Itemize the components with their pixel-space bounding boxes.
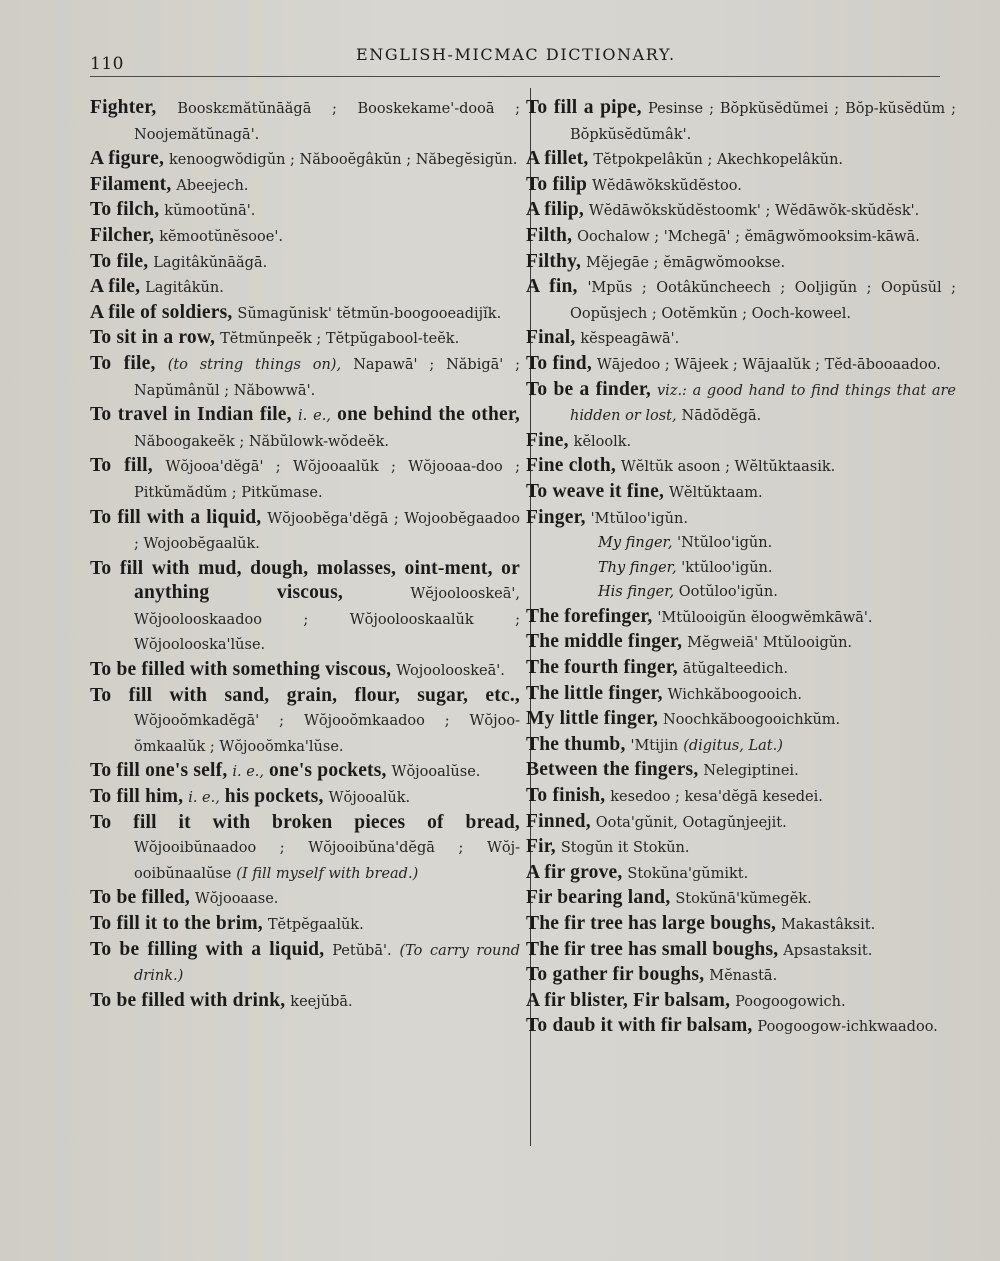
translation-note: (I fill myself with bread.) (236, 865, 419, 882)
headword: The fourth finger, (526, 657, 678, 679)
translation-note: (digitus, Lat.) (683, 737, 783, 754)
micmac-translation: Stokŭnā'kŭmegĕk. (675, 891, 812, 908)
headword: The fir tree has small boughs, (526, 938, 779, 960)
micmac-translation: Napawā' ; Năbigā' ; Napŭmânŭl ; Năbowwā'. (134, 356, 520, 399)
micmac-translation: Mĕnastā. (709, 968, 778, 985)
micmac-translation: Sŭmagŭnisk' tĕtmŭn-boogooeadijĭk. (237, 305, 502, 322)
headword: A fin, (526, 276, 578, 298)
micmac-translation: Wŏjoobĕga'dĕgā ; Wojoobĕgaadoo ; Wojoobĕgaalŭk. (134, 510, 520, 553)
headword: Finned, (526, 810, 591, 832)
dictionary-entry (526, 682, 956, 708)
usage-note: (to string things on), (167, 356, 342, 373)
dictionary-entry (526, 224, 956, 250)
headword: Filthy, (526, 250, 582, 272)
dictionary-entry (526, 326, 956, 352)
dictionary-entry (90, 454, 520, 505)
headword: To be filling with a liquid, (90, 938, 325, 960)
header-rule (90, 76, 940, 77)
headword-continued: one behind the other, (337, 404, 520, 426)
dictionary-entry (90, 147, 520, 173)
micmac-translation: kĕmootŭnĕsooe'. (159, 228, 283, 245)
headword: Fighter, (90, 97, 157, 118)
headword: The middle finger, (526, 631, 683, 653)
dictionary-entry (526, 173, 956, 199)
micmac-translation: Tĕtpĕgaalŭk. (267, 917, 364, 933)
headword: To weave it fine, (526, 480, 665, 502)
micmac-translation: Pesinse ; Bŏpkŭsĕdŭmei ; Bŏp-kŭsĕdŭm ; Bŏpkŭsĕdŭmâk'. (570, 101, 956, 143)
headword: A fillet, (526, 148, 589, 170)
micmac-translation: 'Mtijin (630, 737, 679, 754)
micmac-translation: 'Ntŭloo'igŭn. (677, 535, 773, 552)
headword: Filth, (526, 224, 573, 246)
headword-continued: his pockets, (224, 786, 324, 808)
micmac-translation: Wojoolooskeā'. (396, 663, 505, 680)
headword: Filcher, (90, 224, 155, 246)
micmac-translation: Nādŏdĕgā. (681, 408, 762, 425)
headword: To fill one's self, (90, 760, 228, 782)
sub-entry (526, 556, 956, 581)
headword: A file of soldiers, (90, 301, 233, 323)
micmac-translation: Ootŭloo'igŭn. (678, 584, 778, 601)
headword: To fill a pipe, (526, 97, 642, 118)
sub-entry-label: Thy finger, (598, 559, 677, 576)
dictionary-entry (526, 429, 956, 455)
headword: To file, (90, 250, 149, 272)
dictionary-entry (90, 811, 520, 887)
micmac-translation: ātŭgalteedich. (682, 661, 789, 678)
micmac-translation: Oota'gŭnit, Ootagŭnjeejit. (595, 814, 787, 831)
dictionary-entry (90, 557, 520, 658)
dictionary-entry (90, 403, 520, 454)
headword: To fill it with broken pieces of bread, (90, 811, 520, 833)
headword: To fill, (90, 455, 153, 477)
headword: To fill with a liquid, (90, 506, 262, 528)
micmac-translation: 'Mpŭs ; Ootâkŭncheech ; Ooljigŭn ; Oopŭsŭl ; Oopŭsjech ; Ootĕmkŭn ; Ooch-koweel. (570, 280, 956, 322)
dictionary-entry (90, 198, 520, 224)
page-number: 110 (90, 54, 124, 74)
micmac-translation: Mĕgweiā' Mtŭlooigŭn. (687, 635, 853, 652)
dictionary-entry (526, 96, 956, 147)
dictionary-entry (526, 605, 956, 631)
dictionary-entry (526, 963, 956, 989)
dictionary-entry (90, 506, 520, 557)
headword: Final, (526, 327, 576, 349)
headword: To gather fir boughs, (526, 964, 705, 986)
headword: To file, (90, 352, 156, 374)
dictionary-entry (526, 378, 956, 429)
headword: Between the fingers, (526, 759, 699, 781)
micmac-translation: kĕloolk. (573, 433, 632, 450)
headword: To be filled, (90, 887, 190, 909)
micmac-translation: Wichkăboogooich. (667, 686, 802, 703)
micmac-translation: kŭmootŭnā'. (164, 203, 256, 220)
headword: To fill him, (90, 786, 184, 808)
headword: To filch, (90, 199, 160, 221)
micmac-translation: kesedoo ; kesa'dĕgā kesedei. (610, 789, 823, 806)
headword: To fill with mud, dough, molasses, oint-ment, or anything viscous, (90, 557, 520, 604)
micmac-translation: Lagitâkŭn. (145, 280, 224, 297)
usage-note: i. e., (232, 764, 265, 781)
headword: A fir grove, (526, 861, 623, 883)
dictionary-entry (90, 224, 520, 250)
dictionary-entry (90, 275, 520, 301)
dictionary-entry (526, 506, 956, 532)
dictionary-entry (526, 1014, 956, 1040)
micmac-translation: Stokŭna'gŭmikt. (627, 865, 749, 882)
micmac-translation: Petŭbā'. (332, 942, 392, 959)
sub-entry-label: My finger, (598, 535, 673, 552)
dictionary-entry (526, 352, 956, 378)
micmac-translation: kĕspeagāwā'. (580, 331, 680, 348)
headword: A fir blister, Fir balsam, (526, 989, 731, 1011)
dictionary-entry (90, 938, 520, 989)
usage-note: viz.: a good hand to find things that are hidden or lost, (570, 382, 956, 425)
headword: Filament, (90, 173, 172, 195)
headword: To fill it to the brim, (90, 913, 263, 934)
dictionary-entry (526, 733, 956, 759)
micmac-translation: Wŏjooaase. (194, 891, 279, 908)
headword: To be a finder, (526, 378, 651, 400)
dictionary-entry (90, 912, 520, 938)
left-column (90, 96, 520, 1014)
headword: The thumb, (526, 733, 626, 755)
dictionary-entry (526, 630, 956, 656)
dictionary-entry (526, 912, 956, 938)
headword: To filip (526, 173, 588, 195)
dictionary-entry (90, 173, 520, 199)
dictionary-entry (526, 810, 956, 836)
dictionary-entry (90, 886, 520, 912)
headword: A figure, (90, 148, 165, 170)
micmac-translation: 'Mtŭlooigŭn ĕloogwĕmkāwā'. (657, 609, 873, 626)
micmac-translation: Lagitâkŭnāăgā. (153, 254, 268, 271)
headword: A filip, (526, 199, 584, 221)
micmac-translation: 'ktŭloo'igŭn. (681, 559, 773, 576)
headword: To be filled with drink, (90, 989, 286, 1011)
micmac-translation: Wĕjoolooskeā', Wŏjoolooskaadoo ; Wŏjoolooskaalŭk ; Wŏjoolooska'lŭse. (134, 586, 520, 654)
dictionary-entry (90, 96, 520, 147)
headword: To find, (526, 352, 592, 374)
dictionary-entry (526, 656, 956, 682)
micmac-translation: Năboogakeĕk ; Năbŭlowk-wŏdeĕk. (134, 433, 389, 450)
dictionary-entry (526, 938, 956, 964)
headword: Fir bearing land, (526, 887, 671, 909)
dictionary-entry (526, 275, 956, 326)
micmac-translation: Nelegiptinei. (703, 763, 799, 780)
micmac-translation: Oochalow ; 'Mchegā' ; ĕmāgwŏmooksim-kāwā. (577, 228, 920, 245)
micmac-translation: Wĕltŭktaam. (669, 484, 763, 501)
micmac-translation: Booskɛmătŭnāăgā ; Booskekame'-dooā ; Noojemătŭnagā'. (134, 101, 520, 143)
micmac-translation: Stogŭn it Stokŭn. (560, 840, 690, 857)
dictionary-entry (90, 989, 520, 1015)
micmac-translation: Wŏjooibŭnaadoo ; Wŏjooibŭna'dĕgā ; Wŏj-ooibŭnaalŭse (134, 840, 520, 882)
micmac-translation: Wĕdāwŏkskŭdĕstoo. (591, 177, 742, 194)
dictionary-entry (90, 785, 520, 811)
dictionary-entry (526, 250, 956, 276)
headword: Fine, (526, 429, 569, 451)
headword: My little finger, (526, 708, 659, 730)
micmac-translation: Wŏjooŏmkadĕgā' ; Wŏjooŏmkaadoo ; Wŏjoo-ŏmkaalŭk ; Wŏjooŏmka'lŭse. (134, 713, 520, 755)
micmac-translation: Wĕdāwŏkskŭdĕstoomk' ; Wĕdāwŏk-skŭdĕsk'. (588, 203, 920, 220)
dictionary-entry (526, 835, 956, 861)
dictionary-entry (90, 352, 520, 403)
headword: To sit in a row, (90, 327, 216, 349)
headword: To daub it with fir balsam, (526, 1015, 753, 1037)
micmac-translation: 'Mtŭloo'igŭn. (590, 510, 688, 527)
micmac-translation: Tĕtmŭnpeĕk ; Tĕtpŭgabool-teĕk. (220, 331, 460, 348)
dictionary-entry (90, 250, 520, 276)
micmac-translation: Wŏjooalŭk. (328, 790, 411, 807)
sub-entry (526, 580, 956, 605)
headword: The little finger, (526, 682, 663, 704)
headword: The fir tree has large boughs, (526, 913, 777, 934)
dictionary-entry (526, 480, 956, 506)
dictionary-entry (526, 454, 956, 480)
headword: To fill with sand, grain, flour, sugar, etc., (90, 684, 520, 706)
sub-entry (526, 531, 956, 556)
dictionary-entry (90, 684, 520, 760)
micmac-translation: Wŏjooa'dĕgā' ; Wŏjooaalŭk ; Wŏjooaa-doo ; Pitkŭmădŭm ; Pitkŭmase. (134, 459, 520, 501)
headword: Fine cloth, (526, 455, 616, 477)
headword: To be filled with something viscous, (90, 659, 392, 681)
headword: Fir, (526, 836, 556, 858)
usage-note: i. e., (188, 790, 220, 807)
micmac-translation: Apsastaksit. (783, 942, 873, 959)
micmac-translation: Mĕjegāe ; ĕmāgwŏmookse. (585, 254, 786, 271)
headword: Finger, (526, 506, 586, 528)
dictionary-entry (526, 784, 956, 810)
headword: A file, (90, 276, 141, 298)
dictionary-entry (526, 989, 956, 1015)
dictionary-entry (526, 861, 956, 887)
micmac-translation: Poogoogow-ichkwaadoo. (757, 1019, 938, 1036)
translation-note: (To carry round drink.) (134, 942, 521, 985)
headword: To finish, (526, 785, 606, 807)
dictionary-entry (526, 198, 956, 224)
micmac-translation: Wĕltŭk asoon ; Wĕltŭktaasik. (620, 459, 836, 476)
dictionary-entry (526, 886, 956, 912)
running-title: ENGLISH-MICMAC DICTIONARY. (356, 45, 676, 64)
dictionary-entry (526, 147, 956, 173)
headword-continued: one's pockets, (268, 760, 387, 782)
micmac-translation: Abeejech. (176, 177, 249, 194)
headword: To travel in Indian file, (90, 404, 292, 426)
micmac-translation: keejŭbā. (290, 993, 353, 1010)
micmac-translation: Noochkăboogooichkŭm. (663, 712, 841, 729)
dictionary-entry (90, 301, 520, 327)
headword: The forefinger, (526, 605, 653, 627)
micmac-translation: Tĕtpokpelâkŭn ; Akechkopelâkŭn. (593, 152, 844, 169)
dictionary-entry (90, 326, 520, 352)
micmac-translation: Makastâksit. (781, 917, 876, 933)
dictionary-entry (526, 758, 956, 784)
dictionary-entry (90, 759, 520, 785)
right-column (526, 96, 956, 1040)
dictionary-entry (90, 658, 520, 684)
sub-entry-label: His finger, (598, 584, 675, 601)
micmac-translation: Poogoogowich. (735, 993, 846, 1010)
micmac-translation: Wŏjooalŭse. (391, 764, 481, 781)
usage-note: i. e., (297, 408, 331, 425)
micmac-translation: kenoogwŏdigŭn ; Năbooĕgâkŭn ; Năbegĕsigŭn. (168, 152, 518, 169)
micmac-translation: Wājedoo ; Wājeek ; Wājaalŭk ; Tĕd-ābooaadoo. (596, 356, 941, 373)
dictionary-entry (526, 707, 956, 733)
